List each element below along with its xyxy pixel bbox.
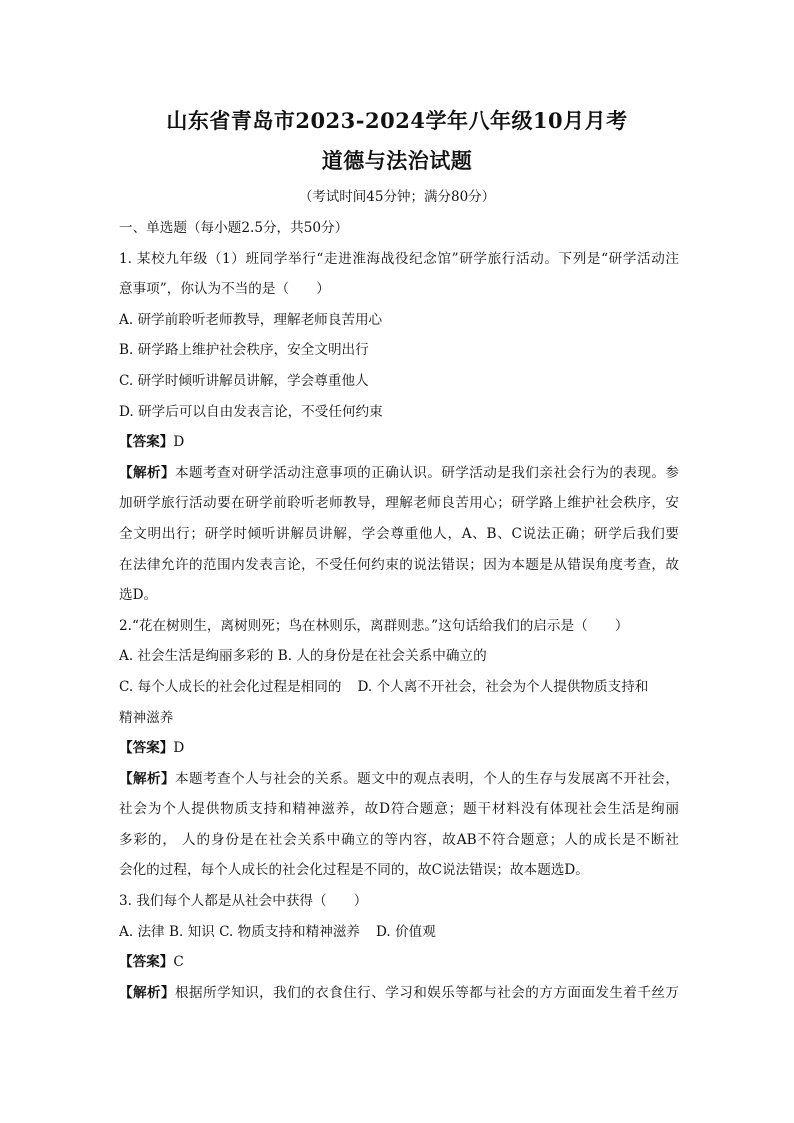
q1-analysis-line: 选D。 — [119, 587, 158, 604]
analysis-text: 本题考查个人与社会的关系。题文中的观点表明，个人的生存与发展离不开社会， — [175, 770, 679, 787]
exam-subject-title: 道德与法治试题 — [321, 148, 473, 173]
answer-value: C — [173, 954, 184, 971]
q3-stem: 3. 我们每个人都是从社会中获得（ ） — [119, 893, 368, 910]
q3-options — [119, 917, 679, 948]
q2-analysis-line: 会化的过程，每个人成长的社会化过程是不同的，故C说法错误；故本题选D。 — [119, 862, 589, 879]
section-heading: 一、单选题（每小题2.5分，共50分） — [119, 220, 349, 236]
analysis-tag: 【解析】 — [119, 770, 176, 787]
q2-analysis — [119, 764, 679, 795]
q1-analysis-line: 加研学旅行活动要在研学前聆听老师教导，理解老师良苦用心；研学路上维护社会秩序，安 — [119, 495, 679, 512]
analysis-tag: 【解析】 — [119, 464, 176, 481]
q1-option-a: A. 研学前聆听老师教导，理解老师良苦用心 — [119, 311, 383, 328]
q1-analysis-line: 全文明出行；研学时倾听讲解员讲解，学会尊重他人，A、B、C说法正确；研学后我们要 — [119, 525, 679, 542]
exam-body — [119, 213, 679, 1008]
q1-stem: 1. 某校九年级（1）班同学举行“走进淮海战役纪念馆”研学旅行活动。下列是“研学活动注 — [119, 250, 679, 267]
q2-option-d: D. 个人离不开社会，社会为个人提供物质支持和 — [357, 678, 649, 695]
answer-value: D — [173, 434, 185, 451]
q1-analysis — [119, 458, 679, 489]
q3-answer — [119, 947, 679, 978]
q2-stem: 2.“花在树则生，离树则死；鸟在林则乐，离群则悲。”这句话给我们的启示是（ ） — [119, 617, 629, 634]
q2-option-c: C. 每个人成长的社会化过程是相同的 — [119, 678, 342, 695]
analysis-text: 本题考查对研学活动注意事项的正确认识。研学活动是我们亲社会行为的表现。参 — [175, 464, 679, 481]
q2-analysis-line: 多彩的， 人的身份是在社会关系中确立的等内容，故AB不符合题意；人的成长是不断社 — [119, 831, 679, 848]
q1-option-b: B. 研学路上维护社会秩序，安全文明出行 — [119, 342, 369, 359]
q2-options-ab: A. 社会生活是绚丽多彩的 B. 人的身份是在社会关系中确立的 — [119, 648, 487, 665]
q2-option-d-cont: 精神滋养 — [119, 709, 174, 726]
q2-analysis-line: 社会为个人提供物质支持和精神滋养，故D符合题意；题干材料没有体现社会生活是绚丽 — [119, 801, 679, 818]
answer-value: D — [173, 740, 185, 757]
q1-option-d: D. 研学后可以自由发表言论，不受任何约束 — [119, 403, 383, 420]
exam-info: （考试时间45分钟；满分80分） — [298, 189, 496, 205]
answer-tag: 【答案】 — [119, 434, 174, 451]
analysis-tag: 【解析】 — [119, 984, 176, 1001]
q1-stem-cont: 意事项”，你认为不当的是（ ） — [119, 281, 330, 298]
q2-options-cd — [119, 672, 679, 703]
q3-option-d: D. 价值观 — [376, 923, 436, 940]
exam-title: 山东省青岛市2023-2024学年八年级10月月考 — [166, 108, 628, 133]
q1-answer — [119, 427, 679, 458]
q3-analysis — [119, 978, 679, 1009]
analysis-text: 根据所学知识，我们的衣食住行、学习和娱乐等都与社会的方方面面发生着千丝万 — [175, 984, 679, 1001]
answer-tag: 【答案】 — [119, 954, 174, 971]
q1-option-c: C. 研学时倾听讲解员讲解，学会尊重他人 — [119, 372, 369, 389]
q3-options-abc: A. 法律 B. 知识 C. 物质支持和精神滋养 — [119, 923, 361, 940]
answer-tag: 【答案】 — [119, 740, 174, 757]
q2-answer — [119, 733, 679, 764]
q1-analysis-line: 在法律允许的范围内发表言论，不受任何约束的说法错误；因为本题是从错误角度考查，故 — [119, 556, 679, 573]
